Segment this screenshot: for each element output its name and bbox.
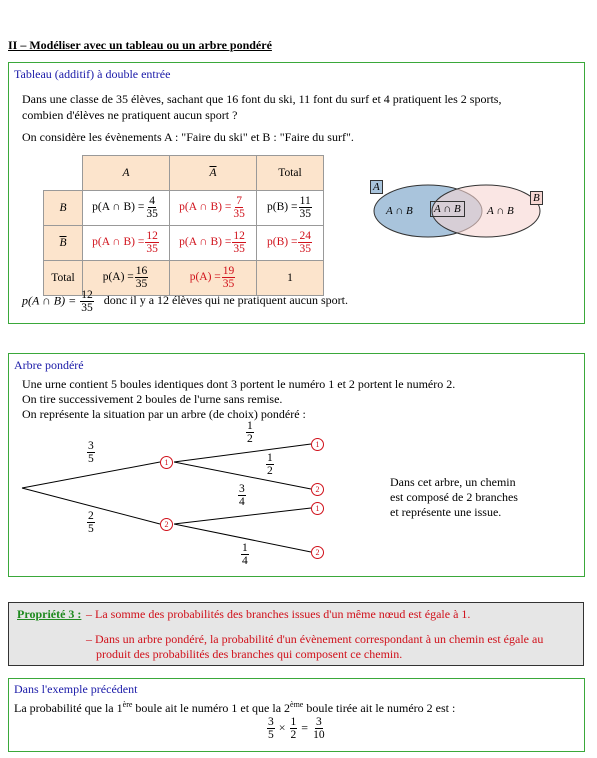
property-item-2-line-1: – Dans un arbre pondéré, la probabilité d'un évènement correspondant à un chemin est égale au [86,632,544,646]
tree-line-3: On représente la situation par un arbre (de choix) pondéré : [22,407,306,421]
tree-node-1: 1 [160,456,173,469]
tree-note-line-1: Dans cet arbre, un chemin [390,475,516,489]
intro-line-1: Dans une classe de 35 élèves, sachant que 16 font du ski, 11 font du surf et 4 pratiquent les 2 sports, [22,92,502,106]
row-header-not-b: $\overline{B}$ [44,225,83,260]
tree-note-line-2: est composé de 2 branches [390,490,518,504]
cell-nota-b: p(A ∩ B) = $\frac{7}{35}$ [170,190,257,225]
branch-bottom-prob: $\frac{2}{5}$ [88,510,94,536]
branch-1-bottom-prob: $\frac{1}{2}$ [267,452,273,478]
venn-label-b: B [530,191,543,205]
col-header-a: A [83,156,170,191]
cell-total-b: p(B) = $\frac{11}{35}$ [257,190,324,225]
cell-total-notb: p(B) = $\frac{24}{35}$ [257,225,324,260]
branch-top-prob: $\frac{3}{5}$ [88,440,94,466]
tree-leaf-2-1: 1 [311,502,324,515]
section-heading: II – Modéliser avec un tableau ou un arbre pondéré [8,38,272,52]
property-title: Propriété 3 : [17,607,82,621]
cell-grand-total: 1 [257,260,324,295]
example-computation: $\frac{3}{5}$ × $\frac{1}{2}$ = $\frac{3}{10}$ [268,716,325,742]
tree-section-title: Arbre pondéré [14,358,84,372]
cell-nota-notb: p(A ∩ B) = $\frac{12}{35}$ [170,225,257,260]
tree-line-2: On tire successivement 2 boules de l'urne sans remise. [22,392,283,406]
venn-label-a: A [370,180,383,194]
tree-leaf-2-2: 2 [311,546,324,559]
intro-line-2: combien d'élèves ne pratiquent aucun sport ? [22,108,238,122]
row-header-total: Total [44,260,83,295]
venn-left-region: A ∩ B [386,205,413,217]
venn-middle-region: A ∩ B [430,201,465,217]
cell-a-notb: p(A ∩ B) = $\frac{12}{35}$ [83,225,170,260]
tree-leaf-1-2: 2 [311,483,324,496]
example-title: Dans l'exemple précédent [14,682,138,696]
tree-note-line-3: et représente une issue. [390,505,502,519]
tree-line-1: Une urne contient 5 boules identiques dont 3 portent le numéro 1 et 2 portent le numéro 2. [22,377,456,391]
col-header-not-a: $\overline{A}$ [170,156,257,191]
tree-leaf-1-1: 1 [311,438,324,451]
branch-2-bottom-prob: $\frac{1}{4}$ [242,542,248,568]
result-text: donc il y a 12 élèves qui ne pratiquent aucun sport. [103,293,348,308]
cell-total-nota: p(A) = $\frac{19}{35}$ [170,260,257,295]
cell-a-b: p(A ∩ B) = $\frac{4}{35}$ [83,190,170,225]
col-header-total: Total [257,156,324,191]
branch-1-top-prob: $\frac{1}{2}$ [247,420,253,446]
venn-right-region: A ∩ B [487,205,514,217]
tree-node-2: 2 [160,518,173,531]
table-section-title: Tableau (additif) à double entrée [14,67,171,81]
result-expr: p(A ∩ B) = [22,293,77,308]
cell-total-a: p(A) = $\frac{16}{35}$ [83,260,170,295]
example-line: La probabilité que la 1ère boule ait le numéro 1 et que la 2ème boule tirée ait le numéro 2 est : [14,700,456,715]
events-line: On considère les évènements A : "Faire du ski" et B : "Faire du surf". [22,130,354,144]
property-item-2-line-2: produit des probabilités des branches qui composent ce chemin. [96,647,403,661]
row-header-b: B [44,190,83,225]
branch-2-top-prob: $\frac{3}{4}$ [239,483,245,509]
property-item-1: – La somme des probabilités des branches issues d'un même nœud est égale à 1. [86,607,471,621]
result-line: p(A ∩ B) = $\frac{12}{35}$ donc il y a 12 élèves qui ne pratiquent aucun sport. [22,289,348,315]
